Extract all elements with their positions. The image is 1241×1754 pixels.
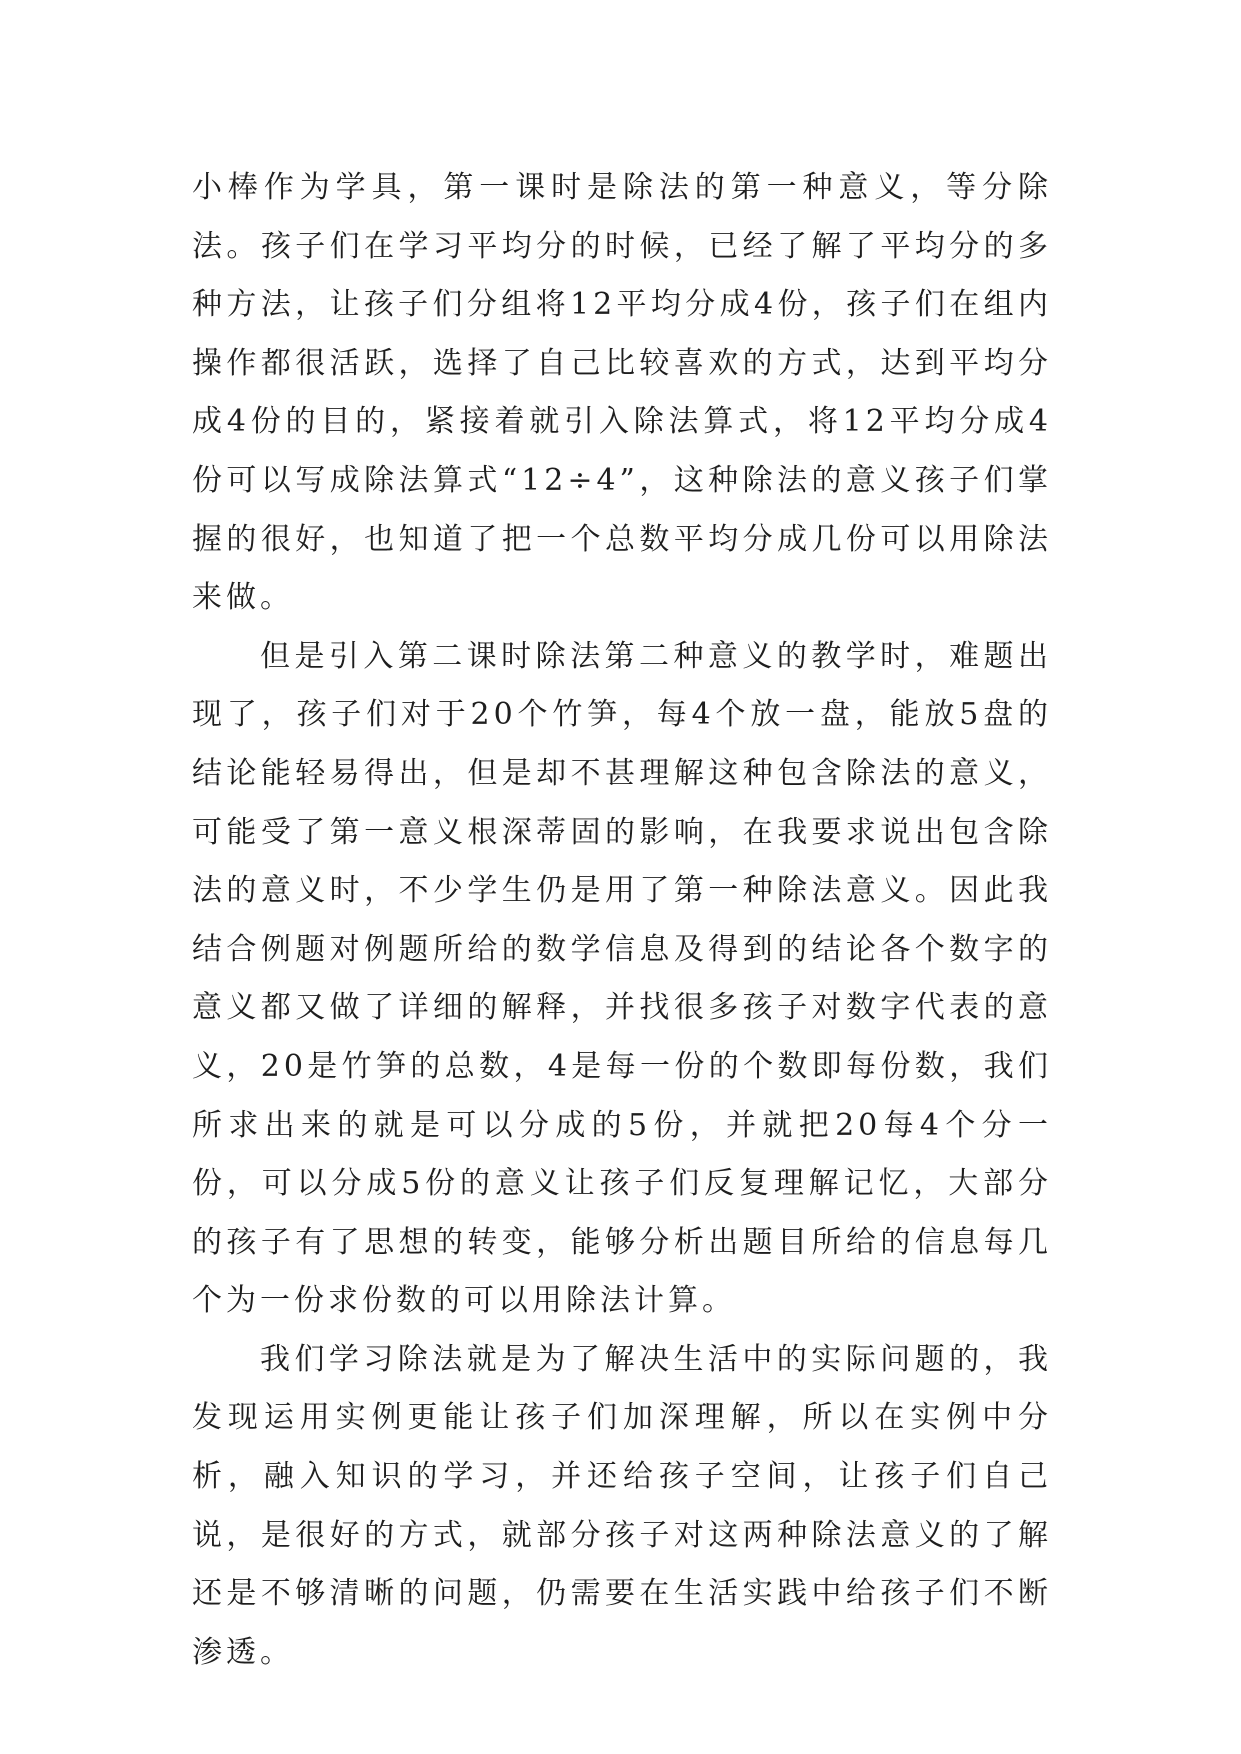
paragraph-3: 我们学习除法就是为了解决生活中的实际问题的，我发现运用实例更能让孩子们加深理解，所以在实例中分析，融入知识的学习，并还给孩子空间，让孩子们自己说，是很好的方式，就部分孩子对这两种除法意义的了解还是不够清晰的问题，仍需要在生活实践中给孩子们不断渗透。 (192, 1341, 1052, 1670)
paragraph-1: 小棒作为学具，第一课时是除法的第一种意义，等分除法。孩子们在学习平均分的时候，已经了解了平均分的多种方法，让孩子们分组将12平均分成4份，孩子们在组内操作都很活跃，选择了自己比较喜欢的方式，达到平均分成4份的目的，紧接着就引入除法算式，将12平均分成4份可以写成除法算式“12÷4”，这种除法的意义孩子们掌握的很好，也知道了把一个总数平均分成几份可以用除法来做。 (192, 170, 1052, 616)
document-body (192, 159, 1052, 1682)
paragraph-2: 但是引入第二课时除法第二种意义的教学时，难题出现了，孩子们对于20个竹笋，每4个放一盘，能放5盘的结论能轻易得出，但是却不甚理解这种包含除法的意义，可能受了第一意义根深蒂固的影响，在我要求说出包含除法的意义时，不少学生仍是用了第一种除法意义。因此我结合例题对例题所给的数学信息及得到的结论各个数字的意义都又做了详细的解释，并找很多孩子对数字代表的意义，20是竹笋的总数，4是每一份的个数即每份数，我们所求出来的就是可以分成的5份，并就把20每4个分一份，可以分成5份的意义让孩子们反复理解记忆，大部分的孩子有了思想的转变，能够分析出题目所给的信息每几个为一份求份数的可以用除法计算。 (192, 638, 1052, 1319)
